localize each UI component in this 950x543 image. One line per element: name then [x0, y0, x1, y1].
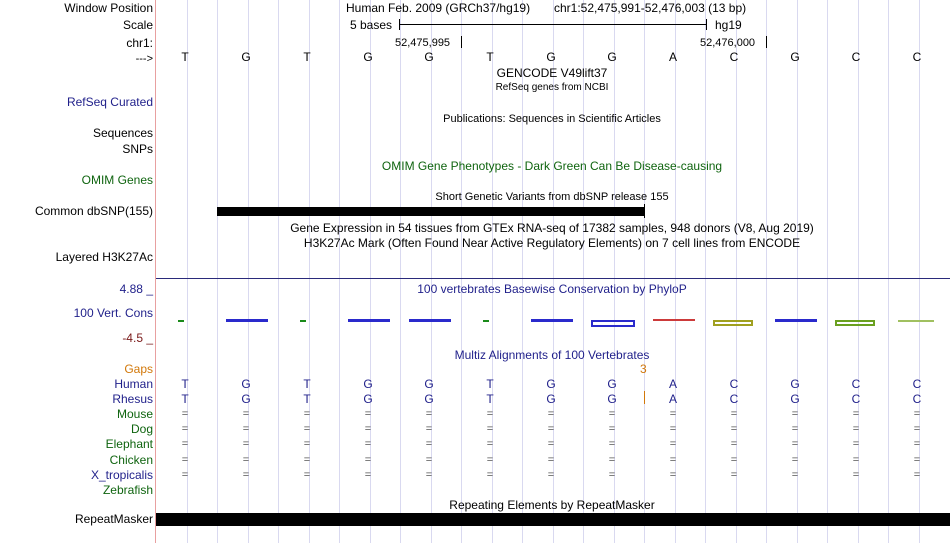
alignment-match: = [547, 469, 555, 481]
gencode-track-title[interactable]: GENCODE V49lift37 [496, 66, 608, 80]
species-label[interactable]: Chicken [109, 453, 153, 467]
cons-mark [653, 319, 695, 321]
dbsnp-track-title[interactable]: Short Genetic Variants from dbSNP release 155 [435, 191, 669, 203]
cons-mark [898, 320, 934, 322]
h3k27ac-divider [156, 278, 950, 279]
alignment-match: = [303, 438, 311, 450]
alignment-match: = [242, 454, 250, 466]
assembly-name[interactable]: Human Feb. 2009 (GRCh37/hg19) [346, 1, 531, 15]
alignment-match: = [669, 454, 677, 466]
species-label[interactable]: Dog [130, 422, 153, 436]
alignment-base: G [363, 392, 373, 406]
db-name: hg19 [715, 18, 742, 32]
snps-track-label[interactable]: SNPs [122, 142, 153, 156]
base-letter: C [912, 50, 922, 64]
alignment-match: = [608, 438, 616, 450]
alignment-base: T [181, 392, 189, 406]
alignment-match: = [181, 469, 189, 481]
gap-marker [644, 391, 645, 404]
cons-mark [226, 319, 268, 322]
base-letter: G [424, 50, 434, 64]
alignment-match: = [791, 423, 799, 435]
scale-bar [399, 24, 706, 25]
dbsnp-feature-end-tick [644, 204, 645, 218]
window-position-label: Window Position [64, 1, 153, 15]
dbsnp-track-label[interactable]: Common dbSNP(155) [34, 204, 153, 218]
cons-mark [592, 321, 634, 326]
coord-left-tick [461, 36, 462, 48]
alignment-match: = [730, 469, 738, 481]
alignment-match: = [852, 408, 860, 420]
alignment-match: = [242, 469, 250, 481]
position-readout[interactable]: chr1:52,475,991-52,476,003 (13 bp) [554, 1, 747, 15]
conservation-wiggle [0, 312, 950, 332]
base-letter: G [241, 50, 251, 64]
alignment-match: = [303, 454, 311, 466]
alignment-match: = [364, 408, 372, 420]
alignment-base: G [790, 392, 800, 406]
alignment-match: = [913, 454, 921, 466]
alignment-base: C [729, 377, 739, 391]
alignment-match: = [791, 438, 799, 450]
h3k27ac-track-label[interactable]: Layered H3K27Ac [55, 250, 153, 264]
alignment-base: C [912, 392, 922, 406]
cons-mark [300, 320, 306, 322]
sequences-track-label[interactable]: Sequences [92, 126, 153, 140]
conservation-track-title[interactable]: 100 vertebrates Basewise Conservation by PhyloP [417, 282, 687, 296]
alignment-match: = [486, 408, 494, 420]
alignment-base: T [303, 377, 311, 391]
alignment-match: = [852, 423, 860, 435]
alignment-match: = [913, 408, 921, 420]
alignment-match: = [913, 438, 921, 450]
alignment-match: = [547, 408, 555, 420]
alignment-base: G [363, 377, 373, 391]
alignment-match: = [303, 423, 311, 435]
alignment-base: G [546, 377, 556, 391]
chrom-label: chr1: [126, 36, 153, 50]
alignment-match: = [364, 454, 372, 466]
scale-label: Scale [122, 18, 153, 32]
alignment-match: = [364, 423, 372, 435]
alignment-base: G [424, 377, 434, 391]
alignment-match: = [730, 438, 738, 450]
alignment-base: G [607, 377, 617, 391]
cons-max-value: 4.88 _ [119, 282, 153, 296]
base-letter: T [486, 50, 494, 64]
scale-bar-left-tick [399, 19, 400, 30]
alignment-match: = [181, 438, 189, 450]
alignment-match: = [486, 469, 494, 481]
alignment-base: T [486, 377, 494, 391]
base-letter: C [729, 50, 739, 64]
base-letter: G [607, 50, 617, 64]
publications-track-title[interactable]: Publications: Sequences in Scientific Articles [443, 113, 661, 125]
alignment-match: = [669, 438, 677, 450]
cons-mark [775, 319, 817, 322]
alignment-match: = [181, 423, 189, 435]
refseq-track-subtitle: RefSeq genes from NCBI [495, 82, 609, 93]
base-letter: G [790, 50, 800, 64]
omim-track-label[interactable]: OMIM Genes [81, 173, 153, 187]
base-letter: G [546, 50, 556, 64]
alignment-match: = [242, 423, 250, 435]
gtex-track-title[interactable]: Gene Expression in 54 tissues from GTEx RNA-seq of 17382 samples, 948 donors (V8, Aug 2019) [290, 221, 814, 235]
cons-mark [409, 319, 451, 322]
coord-right-tick [766, 36, 767, 48]
alignment-match: = [852, 454, 860, 466]
alignment-base: T [303, 392, 311, 406]
alignment-match: = [547, 423, 555, 435]
alignment-match: = [181, 454, 189, 466]
species-label[interactable]: X_tropicalis [90, 468, 153, 482]
coord-left: 52,475,995 [395, 37, 451, 49]
coord-right: 52,476,000 [700, 37, 756, 49]
alignment-base: A [668, 392, 677, 406]
cons-mark [348, 319, 390, 322]
base-letter: A [668, 50, 677, 64]
strand-indicator: ---> [135, 53, 153, 65]
cons-mark [836, 321, 874, 325]
alignment-match: = [425, 438, 433, 450]
alignment-base: G [241, 377, 251, 391]
alignment-base: A [668, 377, 677, 391]
repeatmasker-feature-bar[interactable] [156, 513, 950, 526]
scale-bar-right-tick [706, 19, 707, 30]
alignment-match: = [608, 408, 616, 420]
alignment-base: G [607, 392, 617, 406]
repeatmasker-track-label[interactable]: RepeatMasker [74, 512, 153, 526]
alignment-match: = [486, 454, 494, 466]
alignment-match: = [486, 438, 494, 450]
alignment-match: = [730, 408, 738, 420]
cons-min-value: -4.5 _ [122, 331, 153, 345]
cons-mark [178, 320, 184, 322]
alignment-match: = [608, 454, 616, 466]
alignment-match: = [242, 438, 250, 450]
species-label[interactable]: Rhesus [112, 392, 153, 406]
alignment-base: C [729, 392, 739, 406]
species-label[interactable]: Zebrafish [102, 483, 153, 497]
cons-mark [531, 319, 573, 322]
alignment-match: = [669, 408, 677, 420]
species-label[interactable]: Human [114, 377, 153, 391]
base-letter: G [363, 50, 373, 64]
repeatmasker-track-title[interactable]: Repeating Elements by RepeatMasker [449, 498, 655, 512]
dbsnp-feature-bar[interactable] [217, 207, 644, 216]
omim-track-title[interactable]: OMIM Gene Phenotypes - Dark Green Can Be Disease-causing [381, 159, 723, 173]
gaps-label: Gaps [124, 362, 153, 376]
alignment-base: C [851, 392, 861, 406]
multiz-track-title[interactable]: Multiz Alignments of 100 Vertebrates [454, 348, 650, 362]
alignment-match: = [791, 469, 799, 481]
alignment-match: = [364, 438, 372, 450]
alignment-match: = [486, 423, 494, 435]
base-letter: T [303, 50, 311, 64]
species-label[interactable]: Elephant [105, 437, 153, 451]
alignment-base: G [790, 377, 800, 391]
gap-count: 3 [640, 362, 647, 376]
alignment-match: = [242, 408, 250, 420]
alignment-match: = [852, 469, 860, 481]
alignment-match: = [547, 454, 555, 466]
alignment-match: = [425, 423, 433, 435]
alignment-match: = [669, 469, 677, 481]
alignment-match: = [608, 423, 616, 435]
alignment-base: C [912, 377, 922, 391]
alignment-base: T [181, 377, 189, 391]
cons-mark [483, 320, 489, 322]
alignment-match: = [669, 423, 677, 435]
alignment-match: = [791, 454, 799, 466]
refseq-track-label[interactable]: RefSeq Curated [66, 95, 153, 109]
alignment-match: = [303, 469, 311, 481]
alignment-base: G [424, 392, 434, 406]
alignment-match: = [181, 408, 189, 420]
scale-text: 5 bases [350, 18, 393, 32]
species-label[interactable]: Mouse [116, 407, 153, 421]
alignment-base: C [851, 377, 861, 391]
alignment-match: = [425, 408, 433, 420]
alignment-match: = [730, 423, 738, 435]
base-letter: C [851, 50, 861, 64]
alignment-match: = [852, 438, 860, 450]
h3k27ac-track-title[interactable]: H3K27Ac Mark (Often Found Near Active Regulatory Elements) on 7 cell lines from ENCODE [303, 236, 801, 250]
alignment-match: = [425, 454, 433, 466]
alignment-match: = [547, 438, 555, 450]
base-letter: T [181, 50, 189, 64]
alignment-base: G [241, 392, 251, 406]
alignment-match: = [425, 469, 433, 481]
alignment-match: = [608, 469, 616, 481]
alignment-match: = [913, 469, 921, 481]
alignment-match: = [913, 423, 921, 435]
alignment-match: = [730, 454, 738, 466]
alignment-match: = [303, 408, 311, 420]
alignment-match: = [364, 469, 372, 481]
alignment-match: = [791, 408, 799, 420]
alignment-base: G [546, 392, 556, 406]
cons-mark [714, 321, 752, 325]
alignment-base: T [486, 392, 494, 406]
conservation-track-label[interactable]: 100 Vert. Cons [73, 306, 153, 320]
